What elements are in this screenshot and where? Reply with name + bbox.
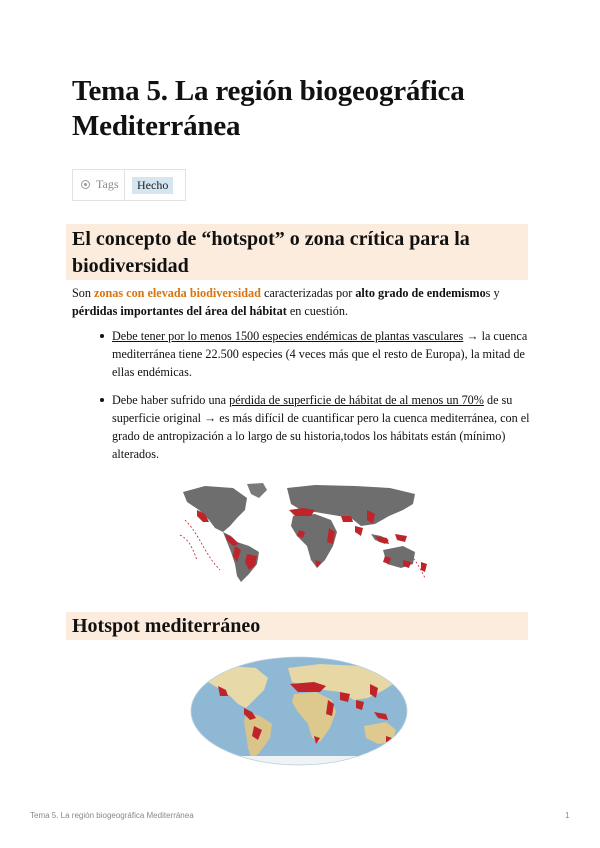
tag-chip-hecho[interactable]: Hecho (132, 177, 173, 194)
properties-row (72, 169, 186, 201)
list-item (72, 327, 532, 381)
list-item-text: → la cuenca mediterránea tiene 22.500 especies (4 veces más que el resto de Europa), la mitad de ellas endémicas. (112, 329, 528, 379)
highlight-text: zonas con elevada biodiversidad (94, 286, 261, 300)
underlined-text: Debe tener por lo menos 1500 especies endémicas de plantas vasculares (112, 329, 464, 343)
section-heading-hotspot-concept: El concepto de “hotspot” o zona crítica para la biodiversidad (72, 228, 470, 277)
section-heading-block (66, 224, 528, 280)
list-item (72, 391, 532, 463)
list-item-text: Debe haber sufrido una (112, 393, 230, 407)
bullet-icon (100, 398, 104, 402)
mediterranean-hotspot-world-map (190, 656, 408, 766)
tag-icon (81, 180, 90, 189)
intro-text: Son (72, 286, 95, 300)
footer-document-title: Tema 5. La región biogeográfica Mediterránea (30, 811, 194, 820)
page-title: Tema 5. La región biogeográfica Mediterránea (72, 75, 465, 142)
underlined-text: pérdida de superficie de hábitat de al menos un 70% (229, 393, 484, 407)
section-heading-block (66, 612, 528, 640)
section-heading-mediterranean-hotspot: Hotspot mediterráneo (72, 615, 261, 637)
tags-property-label[interactable] (73, 170, 125, 200)
bullet-icon (100, 334, 104, 338)
intro-text: en cuestión. (286, 304, 349, 318)
intro-text: caracterizadas por (260, 286, 356, 300)
intro-text: s y (485, 286, 500, 300)
intro-paragraph (72, 284, 532, 320)
criteria-list (72, 327, 532, 473)
list-item-text: de su superficie original → es más difícil de cuantificar pero la cuenca mediterránea, con el grado de antropización a lo largo de su historia,todos los hábitats están (mínimo) alterados. (112, 393, 530, 461)
tags-label: Tags (96, 177, 119, 191)
bold-text: pérdidas importantes del área del hábitat (72, 304, 287, 318)
footer-page-number: 1 (565, 811, 570, 820)
bold-text: alto grado de endemismo (355, 286, 486, 300)
world-hotspots-map (175, 480, 433, 586)
